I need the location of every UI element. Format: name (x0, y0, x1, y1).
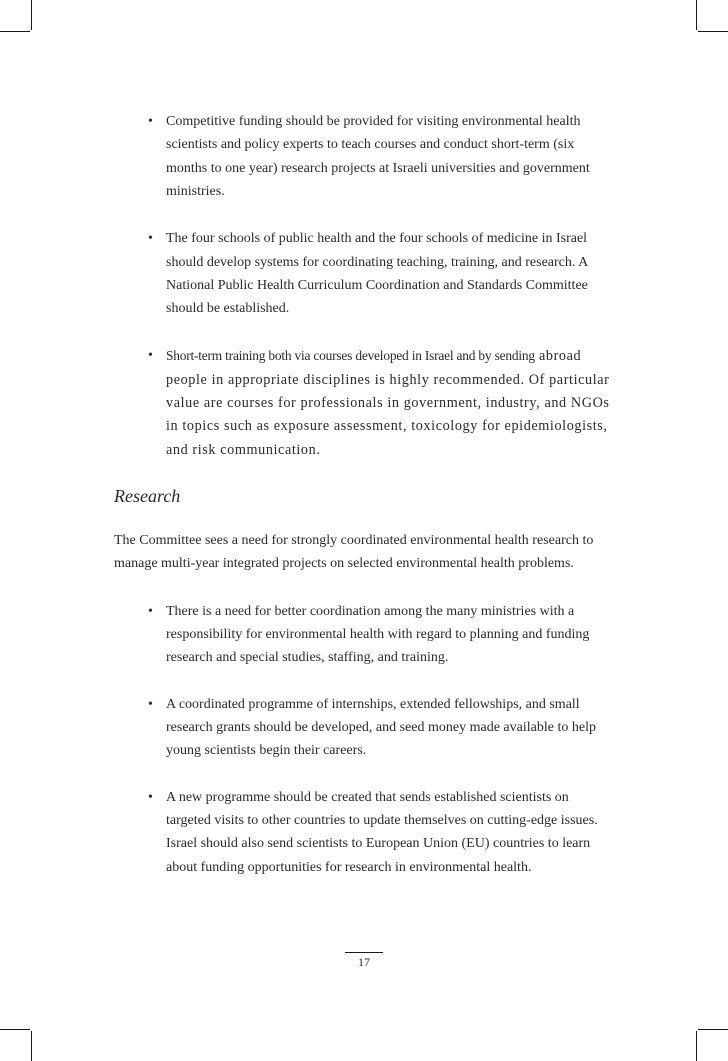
crop-mark-top-right-h (698, 31, 728, 32)
crop-mark-bottom-right-h (698, 1029, 728, 1030)
section-heading-research: Research (114, 485, 181, 506)
list-item-text: A new programme should be created that sends established scientists on targeted visits to other countries to update themselves on cutting-edge issues. Israel should also send scientists to European Union (EU) countries to learn about funding opportunities for research in environmental health. (166, 789, 598, 875)
list-item-text: The four schools of public health and the four schools of medicine in Israel should develop systems for coordinating teaching, training, and research. A National Public Health Curriculum Coordination and Standards Committee should be established. (166, 231, 588, 317)
bullet-icon: • (148, 696, 153, 712)
crop-mark-top-right-v (696, 0, 697, 30)
list-item (148, 786, 614, 880)
list-item (148, 693, 614, 763)
page-number-rule (345, 952, 383, 953)
list-item (148, 110, 614, 204)
bullet-icon: • (148, 114, 153, 129)
bullet-icon: • (148, 603, 153, 619)
list-item-text-first-line: Short-term training both via courses developed in Israel and by sending (166, 348, 535, 364)
page-content (114, 110, 614, 902)
list-item-text: There is a need for better coordination among the many ministries with a responsibility for environmental health with regard to planning and funding research and special studies, staffing, and training. (166, 603, 590, 666)
research-intro-paragraph: The Committee sees a need for strongly coordinated environmental health research to manage multi-year integrated projects on selected environmental health problems. (114, 532, 594, 572)
crop-mark-top-left-h (0, 31, 30, 32)
bullet-icon: • (148, 231, 153, 247)
list-item (148, 227, 614, 321)
list-item-text-rest: abroad people in appropriate disciplines is highly recommended. Of particular value are courses for professionals in government, industry, and NGOs in topics such as exposure assessment, toxicology for epidemiologists, and risk communication. (166, 348, 610, 458)
training-bullet-list (114, 110, 614, 462)
research-bullet-list (114, 600, 614, 880)
crop-mark-bottom-left-v (31, 1031, 32, 1061)
list-item-text: Competitive funding should be provided for visiting environmental health scientists and policy experts to teach courses and conduct short-term (six months to one year) research projects at Israeli universities and government ministries. (166, 114, 590, 200)
crop-mark-bottom-right-v (696, 1031, 697, 1061)
crop-mark-bottom-left-h (0, 1029, 30, 1030)
crop-mark-top-left-v (31, 0, 32, 30)
bullet-icon: • (148, 348, 154, 364)
list-item (148, 600, 614, 670)
list-item (148, 344, 614, 462)
list-item-text: A coordinated programme of internships, extended fellowships, and small research grants should be developed, and seed money made available to help young scientists begin their careers. (166, 696, 596, 759)
page-number: 17 (358, 955, 370, 969)
bullet-icon: • (148, 789, 153, 805)
